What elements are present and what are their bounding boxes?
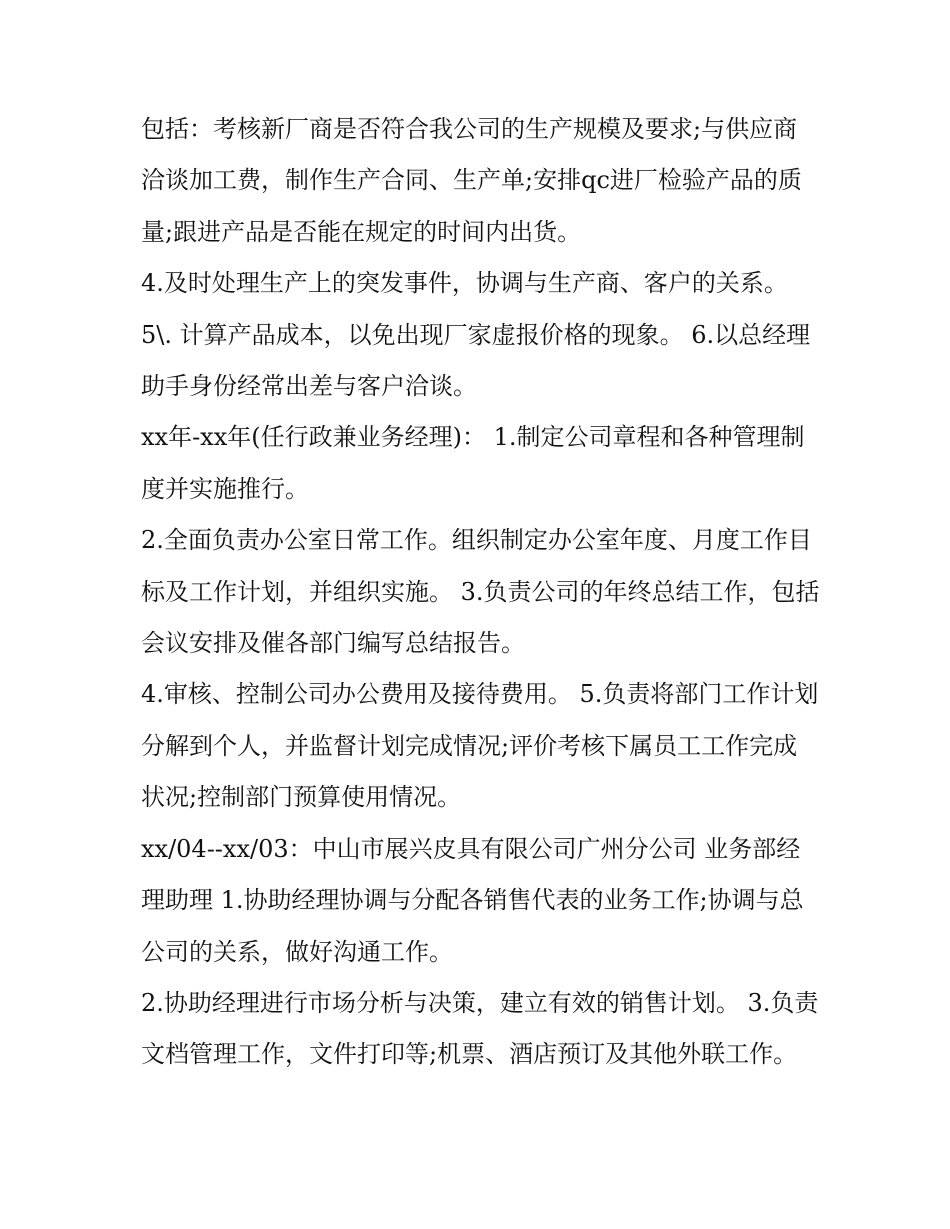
- document-body: [141, 104, 821, 1081]
- paragraph: 4.及时处理生产上的突发事件，协调与生产商、客户的关系。: [141, 269, 788, 298]
- paragraph: 4.审核、控制公司办公费用及接待费用。 5.负责将部门工作计划分解到个人，并监督计划完成情况;评价考核下属员工工作完成状况;控制部门预算使用情况。: [141, 680, 819, 812]
- paragraph: 包括：考核新厂商是否符合我公司的生产规模及要求;与供应商洽谈加工费，制作生产合同、生产单;安排qc进厂检验产品的质量;跟进产品是否能在规定的时间内出货。: [141, 115, 802, 246]
- paragraph: xx年-xx年(任行政兼业务经理)： 1.制定公司章程和各种管理制度并实施推行。: [141, 423, 805, 503]
- paragraph: xx/04--xx/03：中山市展兴皮具有限公司广州分公司 业务部经理助理 1.协助经理协调与分配各销售代表的业务工作;协调与总公司的关系，做好沟通工作。: [141, 834, 804, 966]
- paragraph: 2.协助经理进行市场分析与决策，建立有效的销售计划。 3.负责文档管理工作，文件打印等;机票、酒店预订及其他外联工作。: [141, 988, 819, 1069]
- paragraph: 5\. 计算产品成本，以免出现厂家虚报价格的现象。 6.以总经理助手身份经常出差与客户洽谈。: [141, 320, 811, 401]
- paragraph: 2.全面负责办公室日常工作。组织制定办公室年度、月度工作目标及工作计划，并组织实施。 3.负责公司的年终总结工作，包括会议安排及催各部门编写总结报告。: [141, 526, 820, 658]
